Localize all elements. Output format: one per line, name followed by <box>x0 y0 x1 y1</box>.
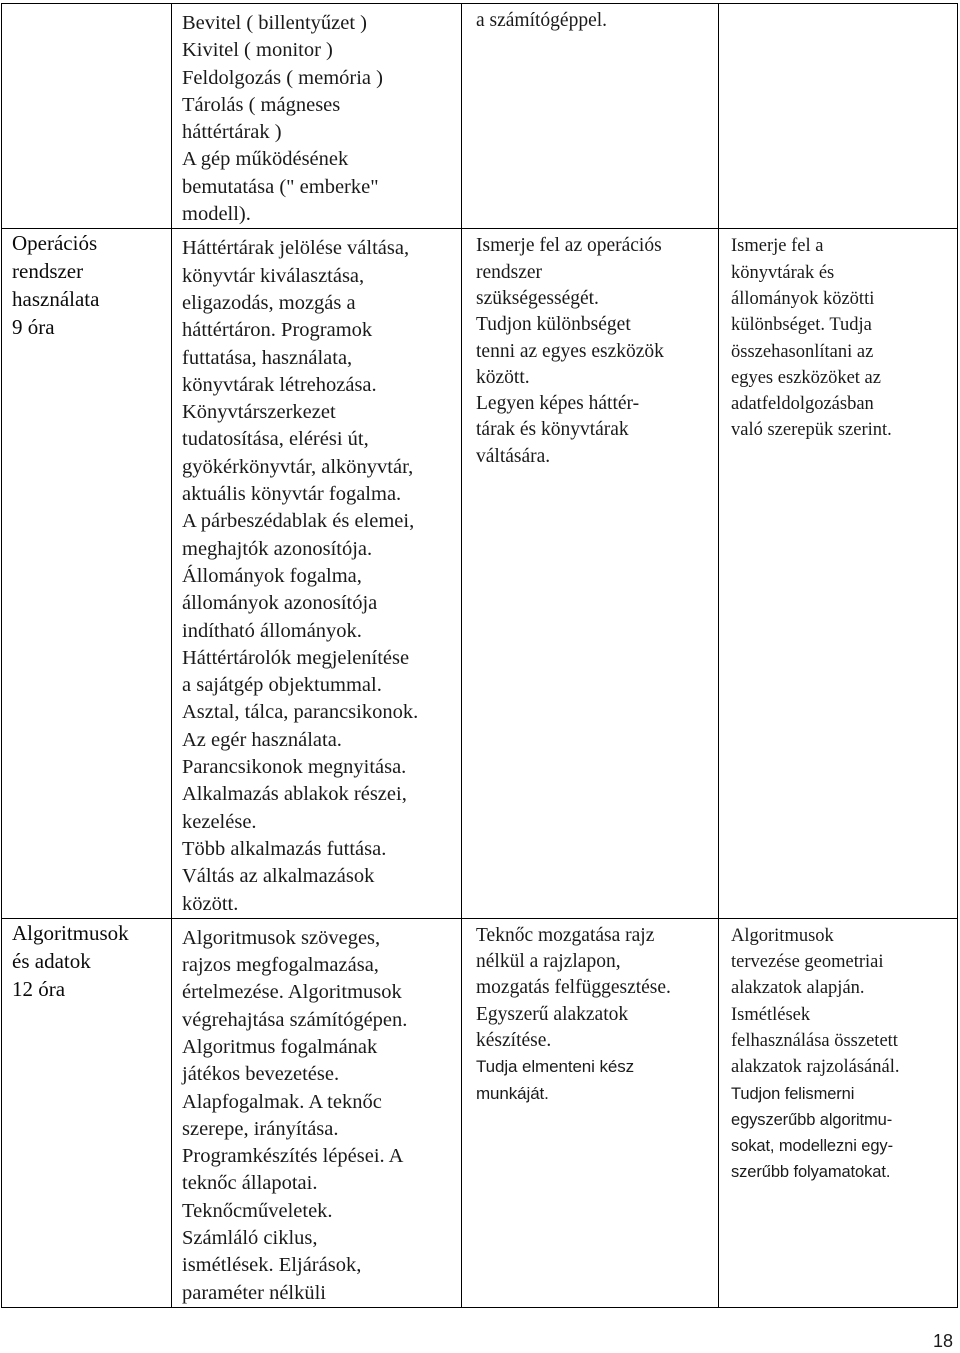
text-line: játékos bevezetése. <box>182 1063 340 1086</box>
text-line: értelmezése. Algoritmusok <box>182 981 402 1004</box>
requirements-text-sans <box>476 1054 712 1107</box>
text-line: Bevitel ( billentyűzet ) <box>182 12 368 34</box>
requirements-text-serif <box>476 923 712 1054</box>
text-line: szerepe, irányítása. <box>182 1117 339 1140</box>
topic-cell <box>2 918 172 1307</box>
text-line: Háttértárak jelölése váltása, <box>182 237 410 260</box>
text-line: Könyvtárszerkezet <box>182 401 336 424</box>
text-line: Több alkalmazás futtása. <box>182 837 387 860</box>
text-line: Tárolás ( mágneses <box>182 93 341 116</box>
text-line: 9 óra <box>12 315 55 340</box>
text-line: rajzos megfogalmazása, <box>182 954 379 977</box>
table-row <box>2 4 958 229</box>
text-line: gyökérkönyvtár, alkönyvtár, <box>182 455 414 478</box>
text-line: állományok azonosítója <box>182 592 378 615</box>
text-line: teknőc állapotai. <box>182 1172 318 1195</box>
content-text <box>172 4 461 228</box>
page-number: 18 <box>932 1331 953 1351</box>
text-line: Állományok fogalma, <box>182 564 362 587</box>
content-cell <box>172 918 462 1307</box>
outcomes-cell <box>719 918 958 1307</box>
text-line: szükségességét. <box>476 287 599 309</box>
text-line: között. <box>476 366 530 388</box>
text-line: egyes eszközöket az <box>731 367 881 388</box>
text-line: Legyen képes háttér- <box>476 393 640 415</box>
text-line: paraméter nélküli <box>182 1281 327 1304</box>
text-line: Számláló ciklus, <box>182 1227 318 1250</box>
text-line: tárak és könyvtárak <box>476 419 629 441</box>
requirements-cell <box>462 4 719 229</box>
text-line: Tudjon különbséget <box>476 314 631 336</box>
text-line: 12 óra <box>12 976 66 1001</box>
text-line: A gép működésének <box>182 148 349 171</box>
text-line: Operációs <box>12 231 98 256</box>
text-line: Ismerje fel az operációs <box>476 235 662 257</box>
text-line: mozgatás felfüggesztése. <box>476 977 671 999</box>
text-line: adatfeldolgozásban <box>731 394 874 415</box>
text-line: könyvtárak és <box>731 262 835 283</box>
text-line: végrehajtása számítógépen. <box>182 1008 408 1031</box>
text-line: alakzatok alapján. <box>731 978 865 999</box>
text-line: Teknőcműveletek. <box>182 1199 333 1222</box>
outcomes-text-sans <box>731 1081 951 1186</box>
text-line: tervezése geometriai <box>731 952 884 973</box>
text-line: Váltás az alkalmazások <box>182 865 375 888</box>
text-line: könyvtárak létrehozása. <box>182 373 377 396</box>
topic-cell <box>2 4 172 229</box>
text-line: Asztal, tálca, parancsikonok. <box>182 701 419 724</box>
requirements-text <box>462 229 718 470</box>
requirements-text <box>462 919 718 1107</box>
topic-cell <box>2 229 172 918</box>
text-line: Tudjon felismerni <box>731 1084 855 1103</box>
text-line: Kivitel ( monitor ) <box>182 39 333 62</box>
text-line: indítható állományok. <box>182 619 362 642</box>
table-row <box>2 918 958 1307</box>
curriculum-table <box>1 3 958 1308</box>
text-line: egyszerűbb algoritmu- <box>731 1110 893 1129</box>
outcomes-text <box>719 919 957 1186</box>
text-line: Algoritmus fogalmának <box>182 1035 378 1058</box>
requirements-cell <box>462 918 719 1307</box>
text-line: való szerepük szerint. <box>731 420 892 441</box>
text-line: és adatok <box>12 948 91 973</box>
text-line: háttértárak ) <box>182 121 282 144</box>
text-line: Ismerje fel a <box>731 236 824 257</box>
text-line: tudatosítása, elérési út, <box>182 428 369 451</box>
text-line: Alapfogalmak. A teknőc <box>182 1090 382 1113</box>
text-line: Algoritmusok szöveges, <box>182 926 381 949</box>
text-line: ismétlések. Eljárások, <box>182 1254 362 1277</box>
content-text <box>172 919 461 1307</box>
text-line: szerűbb folyamatokat. <box>731 1163 891 1182</box>
requirements-cell <box>462 229 719 918</box>
text-line: felhasználása összetett <box>731 1030 898 1051</box>
text-line: Teknőc mozgatása rajz <box>476 924 655 946</box>
text-line: sokat, modellezni egy- <box>731 1137 893 1156</box>
content-text <box>172 229 461 917</box>
text-line: Parancsikonok megnyitása. <box>182 756 407 779</box>
text-line: meghajtók azonosítója. <box>182 537 373 560</box>
text-line: a számítógéppel. <box>476 10 608 31</box>
text-line: készítése. <box>476 1029 552 1051</box>
text-line: tenni az egyes eszközök <box>476 340 664 362</box>
text-line: nélkül a rajzlapon, <box>476 951 621 973</box>
topic-title <box>2 919 171 1003</box>
content-cell <box>172 4 462 229</box>
text-line: Ismétlések <box>731 1004 811 1025</box>
text-line: állományok közötti <box>731 288 875 309</box>
outcomes-cell <box>719 4 958 229</box>
text-line: Egyszerű alakzatok <box>476 1003 629 1025</box>
text-line: futtatása, használata, <box>182 346 353 369</box>
text-line: Algoritmusok <box>12 920 129 945</box>
text-line: Tudja elmenteni kész <box>476 1057 635 1077</box>
outcomes-text-serif <box>731 923 951 1081</box>
table-row <box>2 229 958 918</box>
text-line: Algoritmusok <box>731 925 834 946</box>
text-line: rendszer <box>476 261 543 283</box>
text-line: bemutatása (" emberke" <box>182 175 379 198</box>
text-line: alakzatok rajzolásánál. <box>731 1057 900 1078</box>
text-line: Programkészítés lépései. A <box>182 1145 404 1168</box>
text-line: használata <box>12 287 100 312</box>
text-line: háttértáron. Programok <box>182 319 373 342</box>
outcomes-text <box>719 229 957 443</box>
text-line: Az egér használata. <box>182 728 342 751</box>
text-line: különbséget. Tudja <box>731 315 872 336</box>
text-line: Feldolgozás ( memória ) <box>182 66 383 89</box>
outcomes-cell <box>719 229 958 918</box>
text-line: munkáját. <box>476 1083 549 1103</box>
text-line: a sajátgép objektummal. <box>182 674 382 697</box>
text-line: között. <box>182 892 239 915</box>
content-cell <box>172 229 462 918</box>
text-line: modell). <box>182 203 251 226</box>
text-line: aktuális könyvtár fogalma. <box>182 483 402 506</box>
text-line: Alkalmazás ablakok részei, <box>182 783 407 806</box>
text-line: eligazodás, mozgás a <box>182 291 356 314</box>
text-line: kezelése. <box>182 810 257 833</box>
text-line: könyvtár kiválasztása, <box>182 264 365 287</box>
text-line: A párbeszédablak és elemei, <box>182 510 415 533</box>
text-line: összehasonlítani az <box>731 341 874 362</box>
text-line: rendszer <box>12 259 84 284</box>
topic-title <box>2 229 171 341</box>
text-line: váltására. <box>476 445 551 467</box>
text-line: Háttértárolók megjelenítése <box>182 646 410 669</box>
requirements-text <box>462 4 718 34</box>
